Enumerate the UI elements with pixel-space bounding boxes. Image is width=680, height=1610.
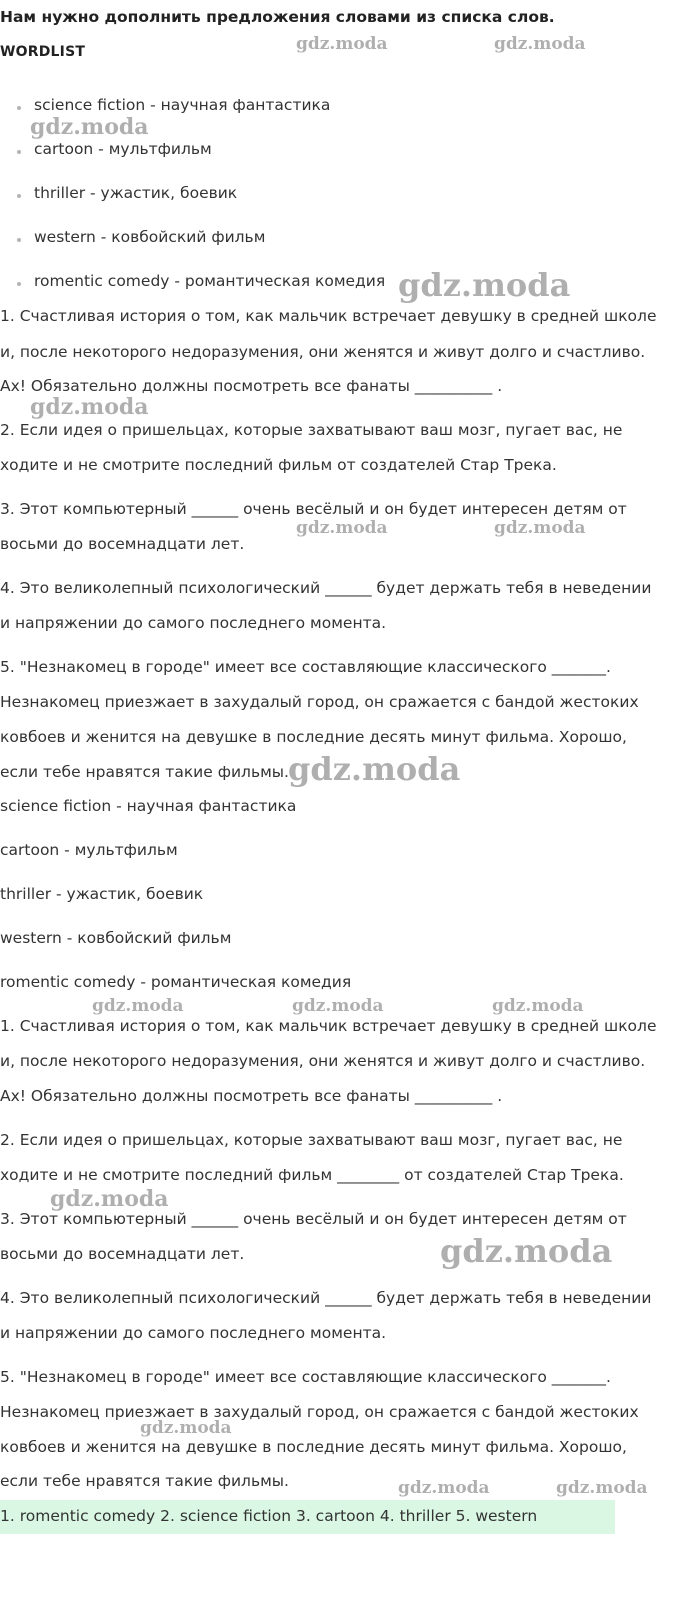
exercise-line: и, после некоторого недоразумения, они женятся и живут долго и счастливо. [0, 343, 646, 361]
exercise-line: 2. Если идея о пришельцах, которые захватывают ваш мозг, пугает вас, не [0, 421, 623, 439]
exercise-line: 2. Если идея о пришельцах, которые захватывают ваш мозг, пугает вас, не [0, 1131, 623, 1149]
watermark: gdz.moda [398, 1478, 490, 1498]
watermark: gdz.moda [556, 1478, 648, 1498]
watermark: gdz.moda [296, 518, 388, 538]
exercise-line: 3. Этот компьютерный ______ очень весёлый и он будет интересен детям от [0, 1210, 627, 1228]
plain-list-item: romentic comedy - романтическая комедия [0, 973, 352, 991]
bullet-dot [17, 150, 21, 154]
wordlist-item: western - ковбойский фильм [34, 228, 266, 246]
watermark: gdz.moda [292, 996, 384, 1016]
wordlist-item: romentic comedy - романтическая комедия [34, 272, 386, 290]
intro-heading: Нам нужно дополнить предложения словами из списка слов. [0, 8, 555, 26]
exercise-line: 5. "Незнакомец в городе" имеет все составляющие классического _______. [0, 658, 611, 676]
wordlist-heading: WORDLIST [0, 44, 86, 60]
exercise-line: восьми до восемнадцати лет. [0, 1245, 245, 1263]
watermark: gdz.moda [288, 750, 461, 788]
exercise-line: 5. "Незнакомец в городе" имеет все составляющие классического _______. [0, 1368, 611, 1386]
bullet-dot [17, 282, 21, 286]
wordlist-item: science fiction - научная фантастика [34, 96, 331, 114]
watermark: gdz.moda [30, 394, 149, 420]
exercise-line: восьми до восемнадцати лет. [0, 535, 245, 553]
watermark: gdz.moda [92, 996, 184, 1016]
plain-list-item: science fiction - научная фантастика [0, 797, 297, 815]
exercise-line: Незнакомец приезжает в захудалый город, он сражается с бандой жестоких [0, 1403, 639, 1421]
watermark: gdz.moda [296, 34, 388, 54]
wordlist-item: cartoon - мультфильм [34, 140, 212, 158]
watermark: gdz.moda [50, 1186, 169, 1212]
exercise-line: Незнакомец приезжает в захудалый город, он сражается с бандой жестоких [0, 693, 639, 711]
bullet-dot [17, 194, 21, 198]
exercise-line: и, после некоторого недоразумения, они женятся и живут долго и счастливо. [0, 1052, 646, 1070]
exercise-line: ковбоев и женится на девушке в последние десять минут фильма. Хорошо, [0, 728, 627, 746]
exercise-line: ходите и не смотрите последний фильм от создателей Стар Трека. [0, 456, 557, 474]
watermark: gdz.moda [398, 266, 571, 304]
watermark: gdz.moda [494, 34, 586, 54]
exercise-line: 1. Счастливая история о том, как мальчик встречает девушку в средней школе [0, 307, 657, 325]
bullet-dot [17, 238, 21, 242]
exercise-line: 3. Этот компьютерный ______ очень весёлый и он будет интересен детям от [0, 500, 627, 518]
exercise-line: 4. Это великолепный психологический ______ будет держать тебя в неведении [0, 1289, 652, 1307]
watermark: gdz.moda [494, 518, 586, 538]
plain-list-item: cartoon - мультфильм [0, 841, 178, 859]
answer-text: 1. romentic comedy 2. science fiction 3. cartoon 4. thriller 5. western [0, 1507, 538, 1525]
wordlist-item: thriller - ужастик, боевик [34, 184, 238, 202]
exercise-line: 1. Счастливая история о том, как мальчик встречает девушку в средней школе [0, 1017, 657, 1035]
watermark: gdz.moda [30, 114, 149, 140]
plain-list-item: thriller - ужастик, боевик [0, 885, 204, 903]
exercise-line: и напряжении до самого последнего момента. [0, 614, 387, 632]
watermark: gdz.moda [140, 1418, 232, 1438]
exercise-line: Ах! Обязательно должны посмотреть все фанаты __________ . [0, 377, 503, 395]
exercise-line: и напряжении до самого последнего момента. [0, 1324, 387, 1342]
exercise-line: ходите и не смотрите последний фильм ________ от создателей Стар Трека. [0, 1166, 624, 1184]
watermark: gdz.moda [440, 1232, 613, 1270]
exercise-line: если тебе нравятся такие фильмы. [0, 763, 289, 781]
bullet-dot [17, 106, 21, 110]
exercise-line: если тебе нравятся такие фильмы. [0, 1472, 289, 1490]
watermark: gdz.moda [492, 996, 584, 1016]
exercise-line: Ах! Обязательно должны посмотреть все фанаты __________ . [0, 1087, 503, 1105]
exercise-line: ковбоев и женится на девушке в последние десять минут фильма. Хорошо, [0, 1438, 627, 1456]
plain-list-item: western - ковбойский фильм [0, 929, 232, 947]
exercise-line: 4. Это великолепный психологический ______ будет держать тебя в неведении [0, 579, 652, 597]
